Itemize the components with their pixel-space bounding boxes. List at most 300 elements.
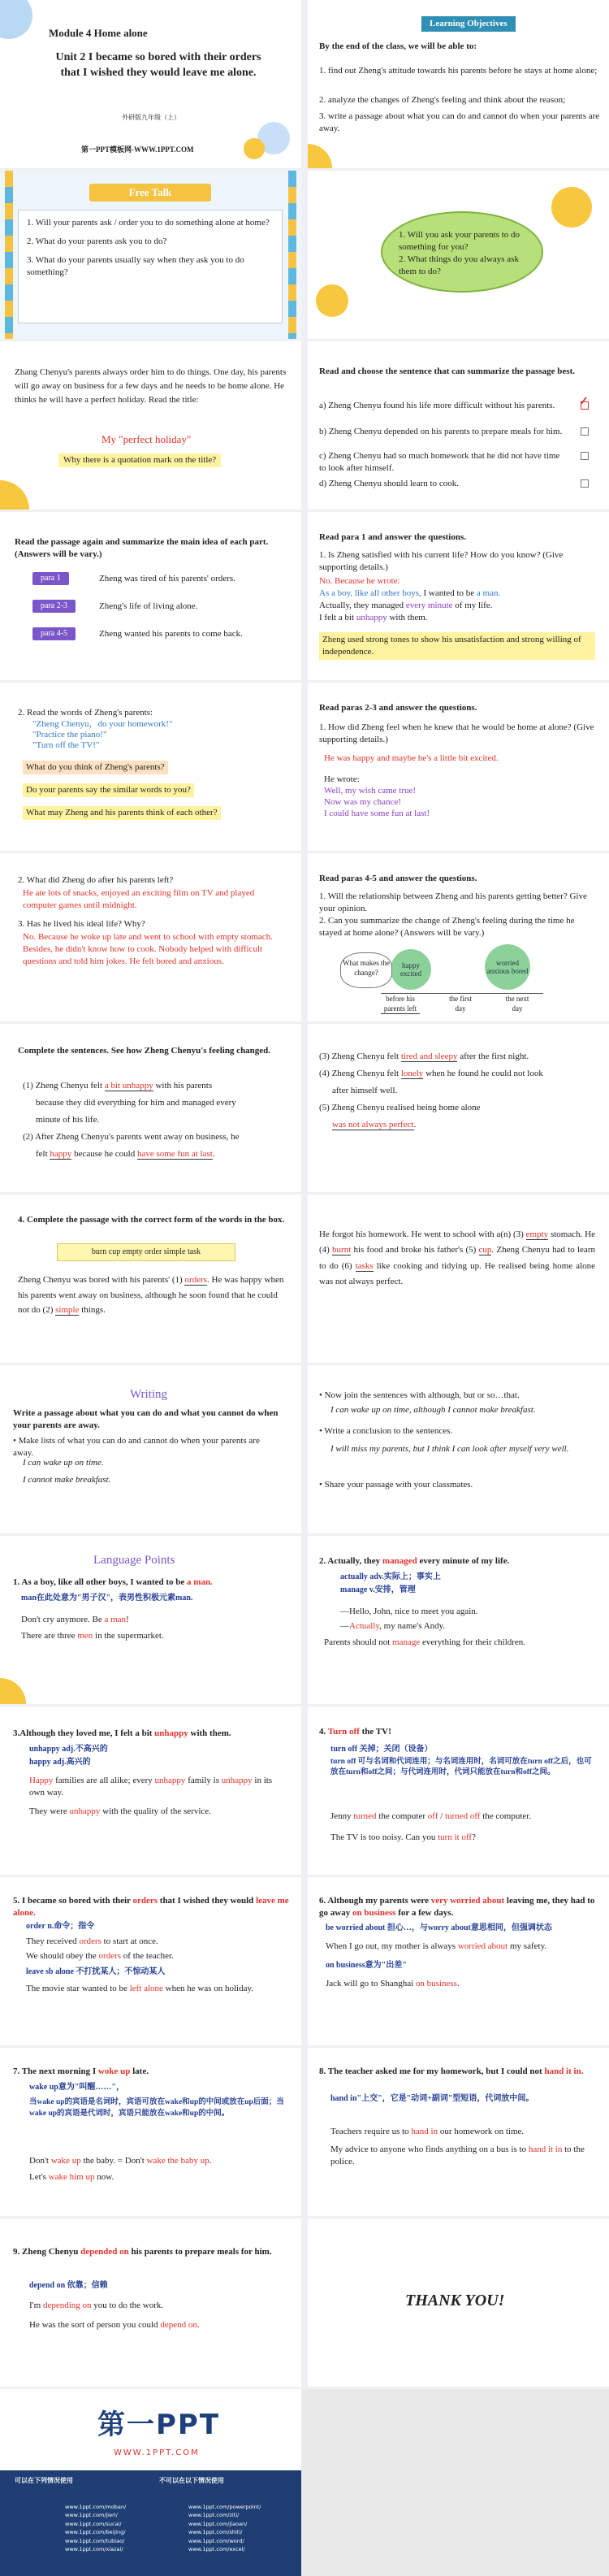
lp8-heading [319,2066,595,2078]
passage-part: He forgot his homework. He went to school with a(n) (3) [319,1229,526,1239]
heading-keyword: unhappy [154,1728,188,1738]
example-part: We should obey the [26,1951,99,1961]
thank-you-slide [308,2218,609,2387]
heading-keyword: orders [132,1896,158,1906]
quote-part: unhappy [356,613,387,622]
lp1-example-2 [21,1630,164,1642]
lp5-example-1 [26,1936,158,1948]
example-part: the computer [376,1811,428,1821]
lp6-note-1: be worried about 担心…，与worry about意思相同，但强调状态 [326,1923,552,1932]
lp3-example-1 [29,1775,289,1799]
example-part: They received [26,1936,80,1946]
lp9-example-1 [29,2300,163,2312]
link-item[interactable]: www.1ppt.com/xiazai/ [65,2545,123,2552]
para-row-1 [32,572,69,585]
objective-2: 2. analyze the changes of Zheng's feeling and think about the reason; [319,95,566,105]
para1-answer-1: No. Because he wrote: [319,576,400,586]
quote-part: Actually, they managed [319,601,406,610]
example-keyword: turn it off [438,1832,473,1842]
lp6-slide [308,1877,609,2045]
para-tag-2: para 2-3 [32,600,76,613]
paras45-slide [308,853,609,1021]
heading-part: 7. The next morning I [13,2066,98,2076]
option-c: c) Zheng Chenyu had so much homework that he did not have time to look after himself. [319,451,560,473]
links-col-1 [65,2503,126,2553]
bubble-happy: happy excited [391,949,431,990]
answer-blank: empty [525,1229,549,1239]
lp2-example [324,1637,525,1649]
link-item[interactable]: www.1ppt.com/shiti/ [188,2529,243,2536]
words-2: "Practice the piano!" [32,730,107,739]
passage-part: his food and broke his father's (5) [351,1245,479,1255]
title-quote: My "perfect holiday" [102,433,192,445]
heading-part: 8. The teacher asked me for my homework, but I could not [319,2066,545,2076]
paras45-head: Read paras 4-5 and answer the questions. [319,874,477,883]
passage-part: things. [79,1305,106,1316]
answer-blank: orders [184,1275,207,1285]
link-item[interactable]: www.1ppt.com/tubiao/ [65,2537,125,2544]
example-part: family is [185,1776,222,1785]
para1-head: Read para 1 and answer the questions. [319,532,467,542]
lp2-note-1: actually adv.实际上；事实上 [340,1572,441,1581]
lp6-note-2: on business意为"出差" [326,1961,407,1970]
heading-part: with them. [188,1728,231,1738]
heading-keyword: managed [382,1556,417,1566]
lp5-slide [0,1877,301,2045]
para-tag-3: para 4-5 [32,627,76,640]
sentence-line: (2) After Zheng Chenyu's parents went away on business, he [23,1131,240,1142]
example-keyword: turned [353,1811,377,1821]
heading-part: 3.Although they loved me, I felt a bit [13,1728,155,1738]
example-keyword: wake the baby up [146,2156,209,2166]
example-keyword: wake up [50,2156,81,2166]
para-row-3 [32,627,76,640]
paras23-slide [308,683,609,851]
option-a: a) Zheng Chenyu found his life more difficult without his parents. [319,401,555,410]
sentence-line: (5) Zheng Chenyu realised being home alone [319,1102,481,1112]
sentence-part: . [413,1119,417,1130]
check-mark-icon: ✓ [579,396,589,408]
example-part: in the supermarket. [93,1631,164,1641]
paras23-quote-2: Now was my chance! [324,797,401,807]
lp4-example-1 [330,1811,598,1823]
after-left-a: He ate lots of snacks, enjoyed an exciting film on TV and played computer games until midnight. [23,888,255,910]
heading-part: 2. Actually, they [319,1556,382,1566]
example-keyword: orders [79,1936,102,1946]
example-keyword: worried about [457,1941,508,1951]
bullet-text: Write a conclusion to the sentences. [324,1426,453,1436]
link-item[interactable]: www.1ppt.com/ziti/ [188,2512,240,2519]
example-part: ! [126,1615,129,1624]
quote-part: a man. [476,588,501,598]
heading-part: the TV! [359,1727,391,1737]
heading-keyword: hand it in. [544,2066,584,2076]
lp9-example-2 [29,2319,200,2331]
quote-part: As a boy, like all other boys, [319,588,421,598]
timeline-label-1: before his parents left [381,994,420,1014]
passage-part: like cooking and tidying up. He realised being home alone was not always perfect. [319,1260,595,1286]
example-part: . [456,1979,460,1988]
example-keyword: a man [104,1615,127,1624]
checkbox-c[interactable] [581,452,589,460]
example-part: Don't [29,2156,51,2166]
heading-keyword: woke up [97,2066,131,2076]
lp1-slide [0,1536,301,1704]
sentence-part: because he could [71,1148,137,1159]
word-box-passage-2 [319,1227,595,1290]
example-keyword: hand it in [528,2144,563,2154]
example-part: when he was on holiday. [162,1984,254,1993]
example-part: Parents should not [324,1637,393,1647]
objectives-lead: By the end of the class, we will be able to: [319,41,477,51]
answer-blank: cup [478,1245,492,1255]
lp2-slide [308,1536,609,1704]
sentence-line: because they did everything for him and managed every [36,1097,236,1108]
quote-part: I felt a bit [319,613,356,622]
lp7-note-2: 当wake up的宾语是名词时，宾语可放在wake和up的中间或放在up后面；当wake up的宾语是代词时，宾语只能放在wake和up的中间。 [29,2098,284,2118]
lp7-slide [0,2048,301,2216]
paras23-quote-1: Well, my wish came true! [324,786,417,796]
lp9-heading [13,2246,289,2258]
answer-blank: tired and sleepy [400,1052,458,1061]
free-talk-box [18,210,283,323]
example-part: . [209,2156,212,2166]
choose-slide [308,341,609,510]
example-part: The TV is too noisy. Can you [330,1832,438,1842]
sentence-part: after the first night. [457,1052,529,1061]
example-part: Teachers require us to [330,2127,412,2136]
sentence-part: (4) Zheng Chenyu felt [319,1068,401,1078]
example-keyword: left alone [129,1984,163,1993]
link-item[interactable]: www.1ppt.com/jiaoan/ [188,2520,248,2527]
word-box-slide [0,1195,301,1363]
complete-body [23,1078,283,1162]
lp1-heading [13,1576,289,1589]
heading-part: that I wished they would [158,1896,257,1906]
paras23-question: 1. How did Zheng feel when he knew that he would be home at alone? (Give supporting details.) [319,722,594,744]
usage-not-allowed: 不可以在以下情况使用 [159,2477,224,2484]
bubble-text [399,229,529,277]
ideal-life-q: 3. Has he lived his ideal life? Why? [18,919,145,929]
lp6-example-2 [326,1978,460,1990]
answer-blank: have some fun at last [136,1148,213,1159]
dialog-part: , my name's Andy. [379,1621,446,1631]
main-idea-slide [0,512,301,680]
after-left-q: 2. What did Zheng do after his parents left? [18,875,174,885]
example-keyword: wake him up [48,2172,95,2182]
writing-title: Writing [130,1388,168,1401]
paras23-answer: He was happy and maybe he's a little bit excited. [324,753,499,763]
example-keyword: orders [98,1951,122,1961]
writing-2-slide [308,1365,609,1533]
lp4-heading [319,1726,391,1738]
quote-part: with them. [387,613,428,622]
writing-example-4: I will miss my parents, but I think I can look after myself very well. [330,1444,569,1454]
example-part: When I go out, my mother is always [326,1941,458,1951]
example-part: everything for their children. [420,1637,526,1647]
checkbox-b[interactable] [581,427,589,436]
bubble-q2: 2. What things do you always ask them to do? [399,254,519,276]
example-keyword: men [77,1631,93,1641]
word-box: burn cup empty order simple task [57,1243,235,1261]
example-keyword: hand in [411,2127,438,2136]
writing-example-1: I can wake up on time. [23,1458,104,1468]
link-item[interactable]: www.1ppt.com/moban/ [65,2504,127,2510]
example-keyword: depending on [42,2301,92,2310]
lp4-note-2: turn off 可与名词和代词连用；与名词连用时，名词可放在turn off之后，也可放在turn和off之间；与代词连用时，代词只能放在turn和off之间。 [330,1758,592,1776]
writing-head: Write a passage about what you can do and what you cannot do when your parents are away. [13,1408,279,1430]
heading-part: 4. [319,1727,328,1737]
heading-part: for a few days. [395,1907,454,1918]
lp5-example-3 [26,1983,286,1995]
example-part: my safety. [508,1941,547,1951]
example-part: They were [29,1806,70,1816]
ppt-logo: 第一PPT [97,2409,221,2441]
lp5-note-1: order n.命令；指令 [26,1922,95,1931]
info-panel [0,2470,301,2576]
heading-keyword: a man. [187,1577,213,1587]
lp4-example-2 [330,1832,476,1844]
sentence-part: (1) Zheng Chenyu felt [23,1081,105,1091]
objectives-badge: Learning Objectives [421,16,516,32]
example-part: Jenny [330,1811,354,1821]
complete-1-slide [0,1024,301,1192]
word-box-passage [18,1273,286,1318]
example-part: Let's [29,2172,49,2182]
example-part: He was the sort of person you could [29,2320,161,2330]
sentence-part: when he found he could not look [423,1068,543,1078]
sentence-line: minute of his life. [36,1114,100,1125]
para-text-2: Zheng's life of living alone. [99,601,198,611]
paras45-q2: 2. Can you summarize the change of Zheng's feeling during the time he stayed at home alone? (Answers will be vary.) [319,916,575,938]
lp3-slide [0,1706,301,1875]
example-keyword: on business [415,1979,457,1988]
free-talk-slide [0,171,301,339]
example-part: . [197,2320,200,2330]
lp7-note-1: wake up意为"叫醒……"， [29,2083,124,2092]
link-item[interactable]: www.1ppt.com/excel/ [188,2545,245,2552]
lp4-note-1: turn off 关掉；关闭（设备） [330,1745,433,1754]
lp8-example-2 [330,2144,598,2168]
lp2-dialog-2 [340,1620,445,1633]
example-part: of the teacher. [121,1951,174,1961]
link-item[interactable]: www.1ppt.com/beijing/ [65,2529,126,2536]
heading-keyword: on business [352,1907,396,1918]
writing-example-2: I cannot make breakfast. [23,1475,111,1485]
answer-blank: burnt [332,1245,352,1255]
paras23-wrote: He wrote: [324,774,360,784]
lp7-heading [13,2066,149,2078]
heading-keyword: very worried about [430,1896,505,1906]
example-part: the computer. [480,1811,532,1821]
words-3: "Turn off the TV!" [32,740,100,750]
heading-part: 1. As a boy, like all other boys, I wanted to be [13,1577,188,1587]
answer-blank: simple [55,1305,80,1316]
lp3-example-2 [29,1806,211,1818]
example-part: with the quality of the service. [100,1806,211,1816]
example-keyword: turned off [444,1811,481,1821]
site-label: 第一PPT模板网-WWW.1PPT.COM [81,145,194,154]
cloud-callout: What makes the change? [340,952,392,988]
link-item[interactable]: www.1ppt.com/powerpoint/ [188,2504,261,2510]
paras23-quote-3: I could have some fun at last! [324,809,430,818]
ppt-url[interactable]: WWW.1PPT.COM [114,2448,200,2457]
option-b: b) Zheng Chenyu depended on his parents to prepare meals for him. [319,427,563,436]
example-part: the baby. = Don't [80,2156,147,2166]
writing-bullet-3: • Write a conclusion to the sentences. [319,1426,453,1436]
example-part: to start at once. [101,1936,158,1946]
sentence-part: . [212,1148,215,1159]
after-left-slide [0,853,301,1021]
para-tag-1: para 1 [32,572,69,585]
writing-bullet-1: • Make lists of what you can do and cannot do when your parents are away. [13,1436,260,1458]
link-item[interactable]: www.1ppt.com/jieri/ [65,2512,118,2519]
complete-head: Complete the sentences. See how Zheng Chenyu's feeling changed. [18,1046,271,1056]
bullet-text: Make lists of what you can do and cannot do when your parents are away. [13,1436,260,1458]
writing-bullet-2: • Now join the sentences with although, but or so…that. [319,1390,520,1400]
example-keyword: Happy [29,1776,54,1785]
lp8-slide [308,2048,609,2216]
writing-example-3: I can wake up on time, although I cannot make breakfast. [330,1405,536,1415]
lp7-example-2 [29,2171,114,2184]
heading-part: 6. Although my parents were [319,1896,431,1906]
link-item[interactable]: www.1ppt.com/sucai/ [65,2520,122,2527]
example-part: families are all alike; every [53,1776,155,1785]
intro-text: Zhang Chenyu's parents always order him to do things. One day, his parents will go away on business for a few days and he needs to be home alone. He thinks he will have a perfect holiday. Read the title: [15,367,287,405]
para1-answer-2 [319,588,500,600]
free-talk-title: Free Talk [89,184,211,202]
sentence-part: felt [36,1148,50,1159]
example-part: I'm [29,2301,43,2310]
sentence-line: after himself well. [332,1085,398,1095]
lp3-note-1: unhappy adj.不高兴的 [29,1745,108,1754]
heading-part: 5. I became so bored with their [13,1896,133,1906]
heading-part: 9. Zheng Chenyu [13,2247,81,2257]
para1-question: 1. Is Zheng satisfied with his current life? How do you know? (Give supporting details.) [319,550,564,572]
lp9-slide [0,2218,301,2387]
example-part: The movie star wanted to be [26,1984,130,1993]
bullet-text: Now join the sentences with although, but or so…that. [324,1390,520,1400]
free-talk-q3: 3. What do your parents usually say when they ask you to do something? [27,254,244,277]
example-part: in its own way. [29,1776,273,1798]
para1-slide [308,512,609,680]
quote-part: every minute [405,601,453,610]
example-keyword: unhappy [154,1776,186,1785]
subtitle: 外研版九年级（上） [122,114,180,121]
timeline-label-2: the first day [449,995,472,1013]
lp2-dialog-1: —Hello, John, nice to meet you again. [340,1607,478,1616]
answer-blank: a bit unhappy [104,1081,153,1091]
module-label: Module 4 Home alone [49,27,148,39]
lp8-example-1 [330,2126,524,2138]
lp7-example-1 [29,2155,212,2167]
answer-blank: lonely [400,1068,424,1078]
lp1-example-1 [21,1614,129,1626]
heading-part: his parents to prepare meals for him. [128,2247,272,2257]
quote-question: Why there is a quotation mark on the title? [58,453,221,467]
example-part: our homework on time. [438,2127,525,2136]
think-question-2: Do your parents say the similar words to you? [23,783,194,797]
word-box-2-slide [308,1195,609,1363]
objective-3: 3. write a passage about what you can do and cannot do when your parents are away. [319,111,600,133]
speech-bubble-slide [308,171,609,339]
passage-part: Zheng Chenyu was bored with his parents' (1) [18,1275,185,1285]
example-keyword: unhappy [69,1806,101,1816]
usage-allowed: 可以在下列情况使用 [15,2477,73,2484]
links-col-2 [188,2503,261,2553]
example-keyword: off [427,1811,438,1821]
lp6-example-1 [326,1941,594,1953]
lp5-example-2 [26,1950,174,1962]
lp5-note-2: leave sb alone 不打扰某人；不惊动某人 [26,1967,166,1976]
main-idea-head: Read the passage again and summarize the main idea of each part. (Answers will be vary.) [15,537,269,559]
example-part: Jack will go to Shanghai [326,1979,416,1988]
lp5-heading [13,1895,289,1919]
example-part: Don't cry anymore. Be [21,1615,105,1624]
quote-part: of my life. [452,601,493,610]
example-part: ? [472,1832,476,1842]
passage-part: . Zheng Chenyu had to learn to do (6) [319,1245,595,1271]
example-keyword: unhappy [221,1776,253,1785]
words-1: "Zheng Chenyu，do your homework!" [32,719,173,729]
timeline-label-3: the next day [505,995,529,1013]
lp2-heading [319,1555,595,1568]
lp4-slide [308,1706,609,1875]
think-question-3: What may Zheng and his parents think of each other? [23,806,221,820]
example-keyword: depend on [160,2320,197,2330]
answer-blank: happy [50,1148,72,1159]
title-slide [0,0,301,168]
unit-title: Unit 2 I became so bored with their orders that I wished they would leave me alone. [55,51,261,79]
words-question: 2. Read the words of Zheng's parents: [18,708,153,718]
para1-answer-4 [319,612,428,624]
heading-keyword: Turn off [327,1727,360,1737]
example-part: to the police. [330,2144,585,2166]
answer-blank: was not always perfect [332,1119,414,1130]
language-points-title: Language Points [93,1554,175,1567]
example-part: There are three [21,1631,78,1641]
lp2-note-2: manage v.安排，管理 [340,1585,416,1594]
example-part: / [438,1811,445,1821]
writing-bullet-4: • Share your passage with your classmates. [319,1480,473,1490]
heading-part: leaving me, they had to go away [319,1896,595,1918]
intro-slide [0,341,301,510]
link-item[interactable]: www.1ppt.com/word/ [188,2537,244,2544]
checkbox-d[interactable] [581,479,589,488]
bullet-text: Share your passage with your classmates. [324,1480,473,1490]
heading-part: late. [130,2066,149,2076]
answer-blank: tasks [355,1260,374,1271]
dialog-keyword: Actually [349,1621,380,1631]
heading-part: every minute of my life. [417,1556,510,1566]
word-box-head: 4. Complete the passage with the correct form of the words in the box. [18,1215,285,1225]
quote-part: I wanted to be [421,588,477,598]
choose-head: Read and choose the sentence that can summarize the passage best. [319,366,576,376]
think-question-1: What do you think of Zheng's parents? [23,761,168,774]
paras45-q1: 1. Will the relationship between Zheng and his parents getting better? Give your opinion. [319,891,587,913]
example-part: My advice to anyone who finds anything on a bus is to [330,2144,529,2154]
objectives-slide [308,0,609,168]
thank-you-text: THANK YOU! [405,2292,505,2309]
passage-part: . He was happy when his parents went away on business, although he soon found that he could not do (2) [18,1275,284,1316]
example-part: now. [94,2172,114,2182]
example-part: you to do the work. [91,2301,164,2310]
heading-keyword: leave me alone. [13,1896,289,1918]
complete-2-slide [308,1024,609,1192]
parents-words-slide [0,683,301,851]
lp1-note: man在此处意为"男子汉"，表男性积极元素man. [21,1594,193,1602]
para1-answer-3 [319,600,492,612]
